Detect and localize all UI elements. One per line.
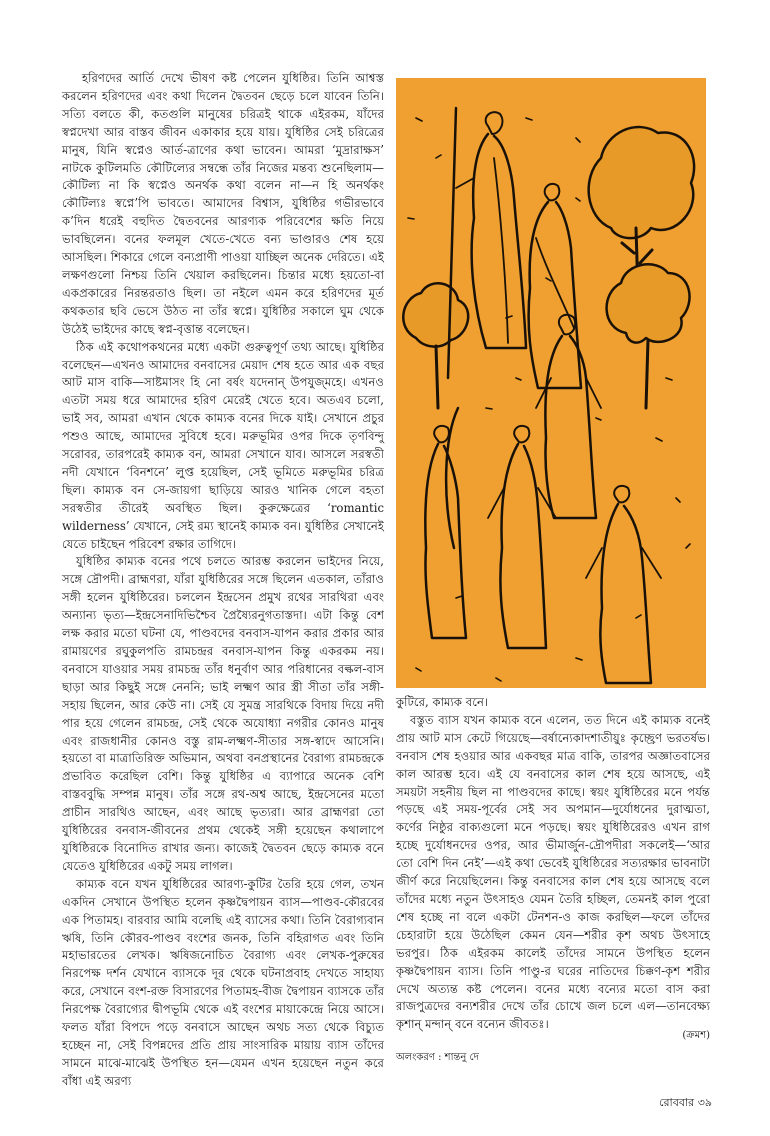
archer-figure <box>425 408 466 638</box>
pilgrim-figure <box>529 184 581 388</box>
page-folio: রোববার ৩৯ <box>659 1096 712 1109</box>
pilgrim-figure <box>536 315 601 518</box>
paragraph: কাম্যক বনে যখন যুধিষ্ঠিরের আরণ্য-কুটির তৈরি হয়ে গেল, তখন একদিন সেখানে উপস্থিত হলেন কৃষ্ণদ্বৈপায়ন ব্যাস—পাণ্ডব-কৌরবের এক পিতামহ। বারবার আমি বলেছি এই ব্যাসের কথা। তিনি বৈরাগ্যবান ঋষি, তিনি কৌরব-পাণ্ডব বংশের জনক, তিনি বহিরাগত এবং তিনি মহাভারতের লেখক। ঋষিজনোচিত বৈরাগ্য এবং লেখক-পুরুষের নিরপেক্ষ দর্শন যেখানে ব্যাসকে দূর থেকে ঘটনাপ্রবাহ দেখতে সাহায্য করে, সেখানে বংশ-রক্ত বিসারণের পিতামহ-বীজ দ্বৈপায়ন ব্যাসকে তাঁর নিরপেক্ষ বৈরাগ্যের দ্বীপভূমি থেকে এই বংশের মায়াকেন্দ্রে নিয়ে আসে। ফলত যাঁরা বিপদে পড়ে বনবাসে আছেন অথচ সত্য থেকে বিচ্যুত হচ্ছেন না, সেই বিপন্নদের প্রতি প্রায় সাংসারিক মায়ায় ব্যাস তাঁদের সামনে মাঝে-মাঝেই উপস্থিত হন—যেমন এখন হয়েছেন নতুন করে বাঁধা এই অরণ্য <box>62 876 384 1088</box>
paragraph: হরিণদের আর্তি দেখে ভীষণ কষ্ট পেলেন যুধিষ্ঠির। তিনি আশ্বস্ত করলেন হরিণদের এবং কথা দিলেন দ্বৈতবন ছেড়ে চলে যাবেন তিনি। সত্যি বলতে কী, কতগুলি মানুষের চরিত্রই থাকে এইরকম, যাঁদের স্বপ্নদেখা আর বাস্তব জীবন একাকার হয়ে যায়। যুধিষ্ঠির সেই চরিত্রের মানুষ, যিনি স্বপ্নেও আর্ত-ত্রাণের কথা ভাবেন। আমরা ‘মুদ্রারাক্ষস’ নাটকে কুটিলমতি কৌটিল্যের সম্বন্ধে তাঁর নিজের মন্তব্য শুনেছিলাম—কৌটিল্য না কি স্বপ্নেও অনর্থক কথা বলেন না—ন হি অনর্থকং কৌটিল্যঃ স্বপ্নে’পি ভাবতে। আমাদের বিশ্বাস, যুধিষ্ঠির গভীরভাবে ক’দিন ধরেই বহুদিত দ্বৈতবনের আরণ্যক পরিবেশের ক্ষতি নিয়ে ভাবছিলেন। বনের ফলমূল খেতে-খেতে বন্য ভাণ্ডারও শেষ হয়ে আসছিল। শিকারে গেলে বন্যপ্রাণী পাওয়া যাচ্ছিল অনেক দেরিতে। এই লক্ষণগুলো নিশ্চয় তিনি খেয়াল করছিলেন। চিন্তার মধ্যে হয়তো-বা একপ্রকারের নিরন্তরতাও ছিল। তা নইলে এমন করে হরিণদের মূর্ত কথকতার ছবি ভেসে উঠত না তাঁর স্বপ্নে। যুধিষ্ঠির সকালে ঘুম থেকে উঠেই ভাইদের কাছে স্বপ্ন-বৃত্তান্ত বলেছেন। <box>62 71 384 336</box>
walking-figure <box>586 486 661 683</box>
paragraph: যুধিষ্ঠির কাম্যক বনের পথে চলতে আরম্ভ করলেন ভাইদের নিয়ে, সঙ্গে দ্রৌপদী। ব্রাহ্মণরা, যাঁরা যুধিষ্ঠিরের সঙ্গে ছিলেন এতকাল, তাঁরাও সঙ্গী হলেন যুধিষ্ঠিরের। চললেন ইন্দ্রসেন প্রমুখ রথের সারথিরা এবং অন্যান্য ভৃত্য—ইন্দ্রসেনাদিভিশ্চৈব প্রৈষ্যৈরনুগতাস্তদা। এটা কিন্তু বেশ লক্ষ করার মতো ঘটনা যে, পাণ্ডবদের বনবাস-যাপন করার প্রকার আর রামায়ণের রঘুকুলপতি রামচন্দ্রর বনবাস-যাপন কিন্তু একরকম নয়। বনবাসে যাওয়ার সময় রামচন্দ্র তাঁর ধনুর্বাণ আর পরিধানের বল্কল-বাস ছাড়া আর কিছুই সঙ্গে নেননি; ভাই লক্ষ্মণ আর স্ত্রী সীতা তাঁর সঙ্গী-সহায় ছিলেন, আর কেউ না। সেই যে সুমন্ত্র সারথিকে বিদায় দিয়ে নদী পার হয়ে গেলেন রামচন্দ্র, সেই থেকে অযোধ্যা নগরীর কোনও মানুষ এবং রাজধানীর কোনও বস্তু রাম-লক্ষ্মণ-সীতার সঙ্গ-স্বাদে আসেনি। হয়তো বা মাত্রাতিরিক্ত অভিমান, অথবা বনপ্রস্থানের বৈরাগ্য রামচন্দ্রকে প্রভাবিত করেছিল বেশি। কিন্তু যুধিষ্ঠির এ ব্যাপারে অনেক বেশি বাস্তববুদ্ধি সম্পন্ন মানুষ। তাঁর সঙ্গে রথ-অশ্ব আছে, ইন্দ্রসেনের মতো প্রাচীন সারথিও আছেন, এবং আছে ভৃত্যরা। আর ব্রাহ্মণরা তো যুধিষ্ঠিরের বনবাস-জীবনের প্রথম থেকেই সঙ্গী হয়েছেন কথালাপে যুধিষ্ঠিরকে বিনোদিত রাখার জন্য। কাজেই দ্বৈতবন ছেড়ে কাম্যক বনে যেতেও যুধিষ্ঠিরের একটু সময় লাগল। <box>62 554 384 873</box>
left-text-column <box>62 70 384 1088</box>
article-footer <box>396 1028 710 1088</box>
paragraph: ঠিক এই কথোপকথনের মধ্যে একটা গুরুত্বপূর্ণ তথ্য আছে। যুধিষ্ঠির বলেছেন—এখনও আমাদের বনবাসের মেয়াদ শেষ হতে আর এক বছর আট মাস বাকি—সাষ্টমাসং হি নো বর্ষং যদেনান্ উপযুজ্মহে। এখনও এতটা সময় ধরে আমাদের হরিণ মেরেই খেতে হবে। অতএব চলো, ভাই সব, আমরা এখান থেকে কাম্যক বনের দিকে যাই। সেখানে প্রচুর পশুও আছে, আমাদের সুবিধে হবে। মরুভূমির ওপর দিকে তৃণবিন্দু সরোবর, তারপরেই কাম্যক বন, আমরা সেখানে যাব। আসলে সরস্বতী নদী যেখানে ‘বিনশনে’ লুপ্ত হয়েছিল, সেই ভূমিতে মরুভূমির চরিত্র ছিল। কাম্যক বন সে-জায়গা ছাড়িয়ে আরও খানিক গেলে বহতা সরস্বতীর তীরেই অবস্থিত ছিল। কুরুক্ষেত্রের ‘romantic wilderness’ যেখানে, সেই রম্য স্থানেই কাম্যক বন। যুধিষ্ঠির সেখানেই যেতে চাইছেন পরিবেশ রক্ষার তাগিদে। <box>62 339 384 551</box>
ink-sketch-illustration <box>396 78 706 688</box>
paragraph: কুটিরে, কাম্যক বনে। <box>396 695 489 709</box>
paragraph: বস্তুত ব্যাস যখন কাম্যক বনে এলেন, তত দিনে এই কাম্যক বনেই প্রায় আট মাস কেটে গিয়েছে—বর্ষান্যেকাদশাতীয়ুঃ কৃচ্ছ্রেণ ভরতর্ষভ। বনবাস শেষ হওয়ার আর একবছর মাত্র বাকি, তারপর অজ্ঞাতবাসের কাল আরম্ভ হবে। এই যে বনবাসের কাল শেষ হয়ে আসছে, এই সময়টা সহনীয় ছিল না পাণ্ডবদের কাছে। স্বয়ং যুধিষ্ঠিরের মনে পর্যন্ত পড়ছে এই সময়-পূর্বের সেই সব অপমান—দুর্যোধনের দুরাত্মতা, কর্ণের নিষ্ঠুর বাক্যগুলো মনে পড়ছে। স্বয়ং যুধিষ্ঠিরেরও এখন রাগ হচ্ছে দুর্যোধনদের ওপর, আর ভীমার্জুন-দ্রৌপদীরা সকলেই—‘আর তো বেশি দিন নেই’—এই কথা ভেবেই যুধিষ্ঠিরের সত্যরক্ষার ভাবনাটা জীর্ণ করে নিয়েছিলেন। কিন্তু বনবাসের কাল শেষ হয়ে আসছে বলে তাঁদের মধ্যে নতুন উৎসাহও যেমন তৈরি হচ্ছিল, তেমনই কাল পুরো শেষ হচ্ছে না বলে একটা টেনশন-ও কাজ করছিল—ফলে তাঁদের চেহারাটা হয়ে উঠেছিল কেমন যেন—শরীর কৃশ অথচ উৎসাহে ভরপুর। ঠিক এইরকম কালেই তাঁদের সামনে উপস্থিত হলেন কৃষ্ণদ্বৈপায়ন ব্যাস। তিনি পাণ্ডু-র ঘরের নাতিদের চিক্কণ-কৃশ শরীর দেখে অত্যন্ত কষ্ট পেলেন। বনের মধ্যে বন্যের মতো বাস করা রাজপুত্রদের বন্যশরীর দেখে তাঁর চোখে জল চলে এল—তানবেক্ষ্য কৃশান্ মন্দান্ বনে বন্যেন জীবতঃ। <box>396 712 710 1032</box>
right-text-column <box>396 694 710 1032</box>
continued-label: (ক্রমশ) <box>682 1030 710 1041</box>
sage-figure <box>448 108 526 378</box>
illustration-panel <box>396 78 706 688</box>
illustration-credit: অলংকরণ : শান্তনু দে <box>396 1052 479 1063</box>
tree-drawing <box>403 283 468 408</box>
tree-drawing <box>607 264 690 408</box>
